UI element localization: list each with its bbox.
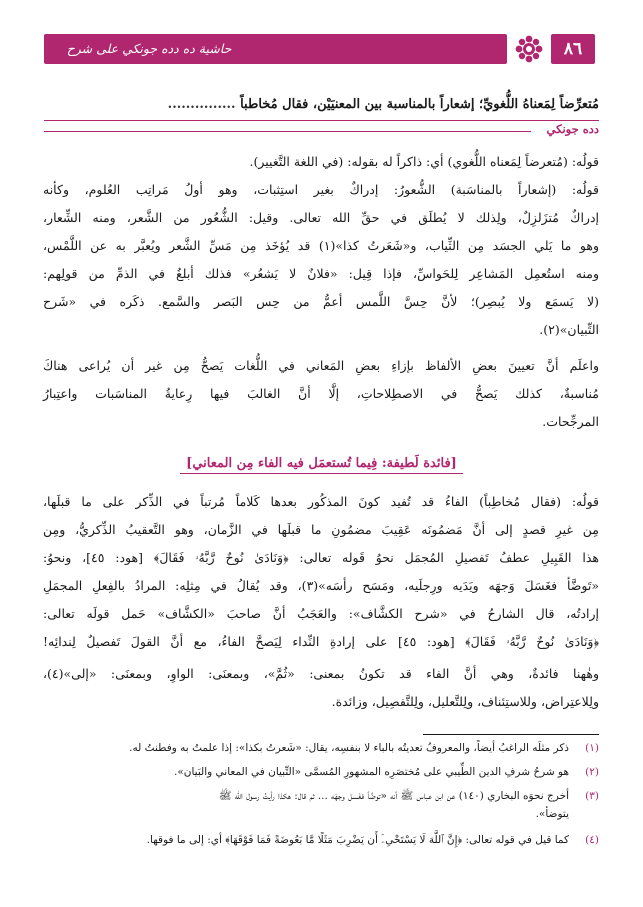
author-divider — [44, 131, 531, 132]
footnote-number: (١) — [585, 742, 599, 754]
rosette-ornament-icon — [515, 35, 543, 63]
footnote-number: (٣) — [585, 790, 599, 802]
footnote — [43, 788, 599, 804]
paragraph-3-line: المرجِّحات. — [542, 414, 599, 429]
footnote-text: يتوضأ». — [535, 808, 569, 820]
paragraph-4-line: هذا القَبِيلِ عطفُ تَفصيلِ المُجمَل نحوُ قَوله تعالى: ﴿وَنَادَىٰ نُوحٌ رَّبَّهُۥ فَقَالَ﴾ [هود: ٤٥]، ونحوُ: — [43, 550, 599, 565]
paragraph-5-line: ولِلاعتِراض، وللاستِئناف، ولِلتَّعليل، ولِلتَّفصِيل، وزائدة. — [331, 694, 599, 709]
footnote-rule — [423, 734, 599, 735]
paragraph-4-line: إرادتُه، قال الشارحُ في «شرح الكشَّاف»: والعَجَبُ أنَّ صاحبَ «الكشَّاف» حَمل قولَه تعالى: — [43, 606, 599, 621]
paragraph-4-line: مِن غيرِ قصدٍ إلى أنَّ مَضمُونَه عَقِيبَ مضمُونِ ما قبلَها في الزَّمان، وهو التَّعقيبُ الذِّكريُّ، ومِن — [43, 522, 599, 537]
section-heading — [0, 456, 643, 471]
footnote-number: (٢) — [585, 766, 599, 778]
paragraph-2-line: ومنه استُعمِل المَشاعِر لِلحَواسِّ، فإذا قِيل: «فلانٌ لا يَشعُر» فذلك أبلغُ في الذمِّ من قولِهم: — [43, 266, 599, 281]
footnote — [43, 832, 599, 848]
section-heading-text: [فائدة لَطيفة: فِيما تُستعمَل فيه الفاء مِن المعاني] — [180, 456, 463, 474]
paragraph-2-line: وهو ما يَلي الجسَد مِن الثِّياب، و«شَعَرتُ كذا»(١) قد يُؤخَذ مِن مَسِّ الشَّعر ويُعبَّر به عن اللَّمْس، — [43, 238, 599, 253]
footnote-number: (٤) — [585, 834, 599, 846]
page-header — [44, 34, 595, 80]
page-number: ٨٦ — [551, 34, 595, 64]
paragraph-4-line: «تَوضَّأ فغَسَلَ وَجهَه ويَدَيه ورِجلَيه، ومَسَح رأسَه»(٣)، وقد يُقالُ في مِثلِه: المرادُ بالفِعلِ المجمَلِ — [43, 578, 599, 593]
footnote-text: كما قيل في قوله تعالى: ﴿إِنَّ ٱللَّهَ لَا يَسْتَحْىِۦٓ أَن يَضْرِبَ مَثَلًا مَّا بَعُوضَةً فَمَا فَوْقَهَا﴾ أي: إلى ما فوقها. — [146, 834, 569, 846]
paragraph-2-line: إدراكٌ مُتزَلزِلٌ، ولِذلك لا يُطلَق في حقِّ الله تعالى. وقيل: الشُّعُور من الشَّعر، ومنه الشِّعار، — [43, 210, 599, 225]
paragraph-5-line: وهٰهنا فائدةٌ، وهي أنَّ الفاء قد تكونُ بمعنى: «ثُمَّ»، وبمعنَى: الواوِ، وبمعنَى: «إلى»(٤)، — [43, 666, 599, 681]
matn-text: مُتعرِّضاً لِمَعناهُ اللُّغويِّ؛ إشعاراً بالمناسبة بين المعنيَيْن، فقال مُخاطباً — [240, 97, 599, 112]
footnote — [43, 764, 599, 780]
paragraph-4-line: ﴿وَنَادَىٰ نُوحٌ رَّبَّهُۥ فَقَالَ﴾ [هود: ٤٥] على إرادةِ النِّداء لِيَصحَّ الفاءُ، مع أنَّ القولَ تَفصيلٌ لِندائِه! — [43, 634, 599, 649]
running-title-band — [44, 34, 507, 80]
footnote-continuation — [43, 806, 599, 822]
matn-line — [43, 95, 599, 115]
paragraph-2-line: قولُه: (إشعاراً بالمناسَبة) الشُّعورُ: إدراكٌ بغير استِثبات، وهو أولُ مَراتِب العُلوم، وكأنه — [43, 182, 599, 197]
paragraph-4-line: قولُه: (فقال مُخاطِباً) الفاءُ قد تُفيد كونَ المذكُور بعدها كَلاماً مُرتباً في الذِّكر على ما قبلَها، — [43, 494, 599, 509]
paragraph-2-line: (لا يَسمَع ولا يُبصِر)؛ لأنَّ حِسَّ اللَّمس أعمُّ من حِس البَصر والسَّمع. ذكَره في «شَرح — [43, 294, 599, 309]
matn-dots: ............... — [167, 97, 236, 112]
footnote-text: أخرج نحوَه البخاري (١٤٠) عن ابن عباس ﷺ أنه «توضَّأ فغَسل وجهَه ... ثم قال: هكذا رأيتُ رسول الله ﷺ — [218, 790, 569, 802]
footnote-text: ذكر مثلَه الراغبُ أيضاً، والمعروفُ تعديتُه بالباء لا بنفسِه، يقال: «شَعرتُ بكذا»: إذا علمتُ به وفطنتُ له. — [129, 742, 569, 754]
paragraph-3-line: مُناسبةٌ، كذلك يَصحُّ في الاصطِلاحاتِ، إلَّا أنَّ الغالبَ فيها رِعايةُ المناسَبات واعتِبارُ — [43, 386, 599, 401]
paragraph-2-line: التِّبيان»(٢). — [539, 322, 599, 337]
running-title: حاشية ده دده جونكي على شرح المراح — [66, 41, 232, 80]
paragraph-1: قولُه: (مُتعرضاً لِمَعناه اللُّغوي) أي: ذاكراً له بقوله: (في اللغة التَّغيير). — [249, 154, 599, 169]
author-tag: دده جونكي — [546, 122, 599, 136]
matn-divider — [44, 120, 599, 121]
footnote — [43, 740, 599, 756]
paragraph-3-line: واعلَم أنَّ تعيينَ بعضِ الألفاظ بإزاءِ بعضِ المَعاني في اللُّغات يَصحُّ مِن غير أن يُراعى هناكَ — [43, 358, 599, 373]
footnote-text: هو شرحُ شرفِ الدين الطِّيبي على مُختصَرِه المشهورِ المُسمَّى «التِّبيان في المعاني والبَيان». — [174, 766, 569, 778]
